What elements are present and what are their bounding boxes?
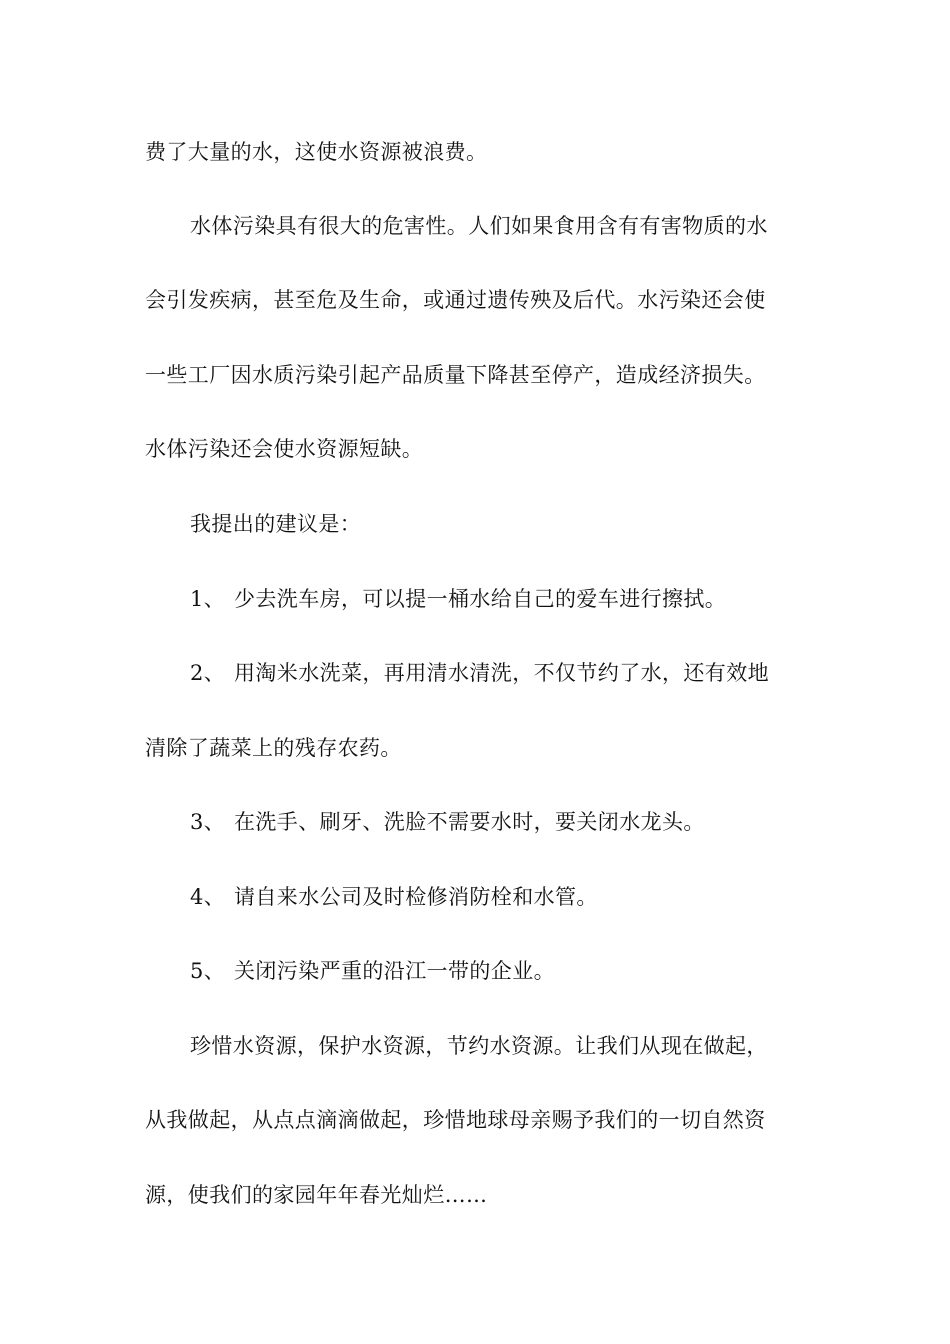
suggestion-4 — [190, 882, 860, 912]
closing-line-2: 从我做起，从点点滴滴做起，珍惜地球母亲赐予我们的一切自然资 — [145, 1108, 766, 1132]
suggestion-1-number: 1、 — [190, 587, 226, 611]
suggestion-5 — [190, 956, 860, 986]
paragraph-2-line-3: 一些工厂因水质污染引起产品质量下降甚至停产，造成经济损失。 — [145, 363, 766, 387]
suggestion-4-text: 请自来水公司及时检修消防栓和水管。 — [234, 885, 598, 909]
suggestion-2-text: 用淘米水洗菜，再用清水清洗，不仅节约了水，还有效地 — [234, 661, 769, 685]
closing-line-1: 珍惜水资源，保护水资源，节约水资源。让我们从现在做起， — [190, 1034, 768, 1058]
suggestion-2-number: 2、 — [190, 661, 226, 685]
suggestion-3 — [190, 807, 860, 837]
suggestion-3-text: 在洗手、刷牙、洗脸不需要水时，要关闭水龙头。 — [234, 810, 705, 834]
suggestion-1-text: 少去洗车房，可以提一桶水给自己的爱车进行擦拭。 — [234, 587, 727, 611]
paragraph-2-line-2: 会引发疾病，甚至危及生命，或通过遗传殃及后代。水污染还会使 — [145, 288, 766, 312]
suggestion-5-number: 5、 — [190, 959, 226, 983]
suggestions-intro: 我提出的建议是： — [190, 512, 362, 536]
closing-line-3: 源，使我们的家园年年春光灿烂…… — [145, 1183, 488, 1207]
suggestion-4-number: 4、 — [190, 885, 226, 909]
paragraph-1-line-1: 费了大量的水，这使水资源被浪费。 — [145, 140, 488, 164]
suggestion-3-number: 3、 — [190, 810, 226, 834]
suggestion-5-text: 关闭污染严重的沿江一带的企业。 — [234, 959, 555, 983]
suggestion-1 — [190, 584, 860, 614]
paragraph-2-line-4: 水体污染还会使水资源短缺。 — [145, 437, 424, 461]
suggestion-2 — [190, 658, 860, 688]
paragraph-2-line-1: 水体污染具有很大的危害性。人们如果食用含有有害物质的水 — [190, 214, 768, 238]
suggestion-2-line-2: 清除了蔬菜上的残存农药。 — [145, 736, 402, 760]
